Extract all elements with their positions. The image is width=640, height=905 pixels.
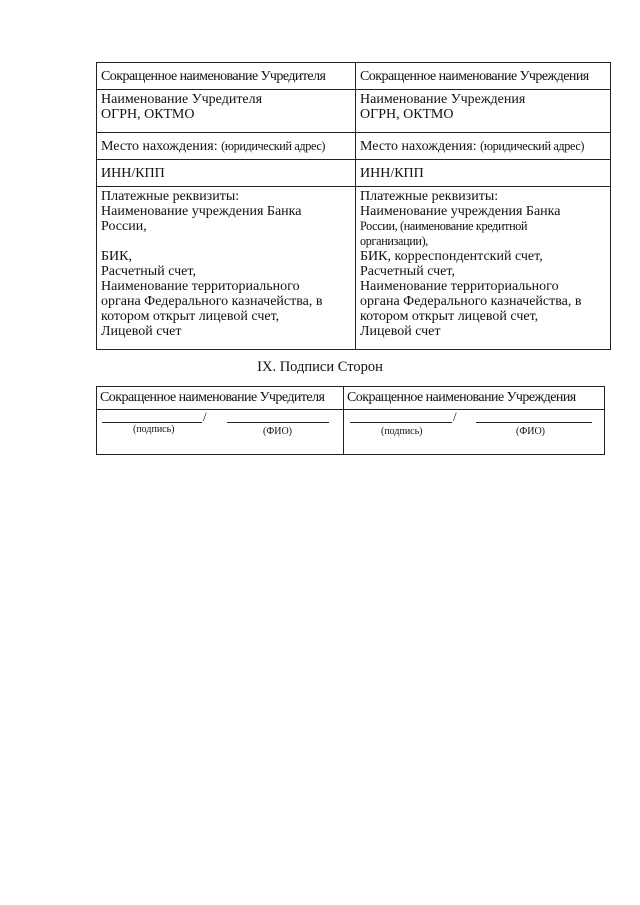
founder-location-label: Место нахождения: [101, 138, 218, 154]
institution-payment-details [356, 187, 611, 350]
signatures-header-row [97, 387, 605, 410]
founder-signature-slash: / [203, 409, 207, 424]
founder-signature-cell [97, 410, 344, 455]
founder-short-name: Сокращенное наименование Учредителя [97, 63, 356, 90]
founder-name-line [227, 422, 329, 423]
payment-line: Расчетный счет, [101, 264, 196, 279]
payment-line: БИК, корреспондентский счет, [360, 249, 543, 264]
founder-payment-details [97, 187, 356, 350]
founder-location-note: (юридический адрес) [221, 138, 326, 153]
payment-line: органа Федерального казначейства, в [360, 294, 582, 309]
institution-location-cell [356, 133, 611, 160]
institution-signature-line [350, 422, 452, 423]
payment-line: органа Федерального казначейства, в [101, 294, 323, 309]
payment-line: Лицевой счет [101, 324, 182, 339]
founder-signature-caption: (подпись) [133, 424, 175, 435]
payment-line: Наименование учреждения Банка [101, 204, 302, 219]
institution-name-cell [356, 90, 611, 133]
payment-line: организации), [360, 234, 428, 248]
signatures-table [96, 386, 605, 455]
name-row [97, 90, 611, 133]
institution-signature-header: Сокращенное наименование Учреждения [344, 387, 605, 410]
payment-line: Расчетный счет, [360, 264, 455, 279]
payment-line [101, 234, 352, 249]
institution-name: Наименование Учреждения [360, 92, 526, 107]
institution-signature-slash: / [453, 409, 457, 424]
institution-signature-caption: (подпись) [381, 426, 423, 437]
institution-location-note: (юридический адрес) [480, 138, 585, 153]
payment-line: Платежные реквизиты: [101, 189, 240, 204]
founder-name-caption: (ФИО) [263, 426, 293, 437]
founder-signature-header: Сокращенное наименование Учредителя [97, 387, 344, 410]
institution-name-caption: (ФИО) [516, 426, 546, 437]
payment-line: Платежные реквизиты: [360, 189, 499, 204]
institution-signature-cell [344, 410, 605, 455]
institution-name-line [476, 422, 592, 423]
institution-location-label: Место нахождения: [360, 138, 477, 154]
payment-line: котором открыт лицевой счет, [360, 309, 539, 324]
payment-row [97, 187, 611, 350]
institution-inn-kpp: ИНН/КПП [356, 160, 611, 187]
payment-line: Наименование территориального [101, 279, 300, 294]
payment-line: БИК, [101, 249, 132, 264]
payment-line: России, [101, 219, 147, 234]
payment-line: Наименование учреждения Банка [360, 204, 561, 219]
institution-short-name: Сокращенное наименование Учреждения [356, 63, 611, 90]
founder-name-cell [97, 90, 356, 133]
payment-line: Лицевой счет [360, 324, 441, 339]
founder-inn-kpp: ИНН/КПП [97, 160, 356, 187]
founder-name: Наименование Учредителя [101, 92, 263, 107]
founder-signature-line [102, 422, 202, 423]
payment-line: Наименование территориального [360, 279, 559, 294]
requisites-header-row [97, 63, 611, 90]
inn-row [97, 160, 611, 187]
founder-location-cell [97, 133, 356, 160]
requisites-table [96, 62, 611, 350]
institution-ogrn-oktmo: ОГРН, ОКТМО [360, 107, 454, 122]
section-title: IX. Подписи Сторон [257, 359, 383, 375]
payment-line: котором открыт лицевой счет, [101, 309, 280, 324]
signatures-row [97, 410, 605, 455]
location-row [97, 133, 611, 160]
founder-ogrn-oktmo: ОГРН, ОКТМО [101, 107, 195, 122]
payment-line: России, (наименование кредитной [360, 219, 528, 233]
